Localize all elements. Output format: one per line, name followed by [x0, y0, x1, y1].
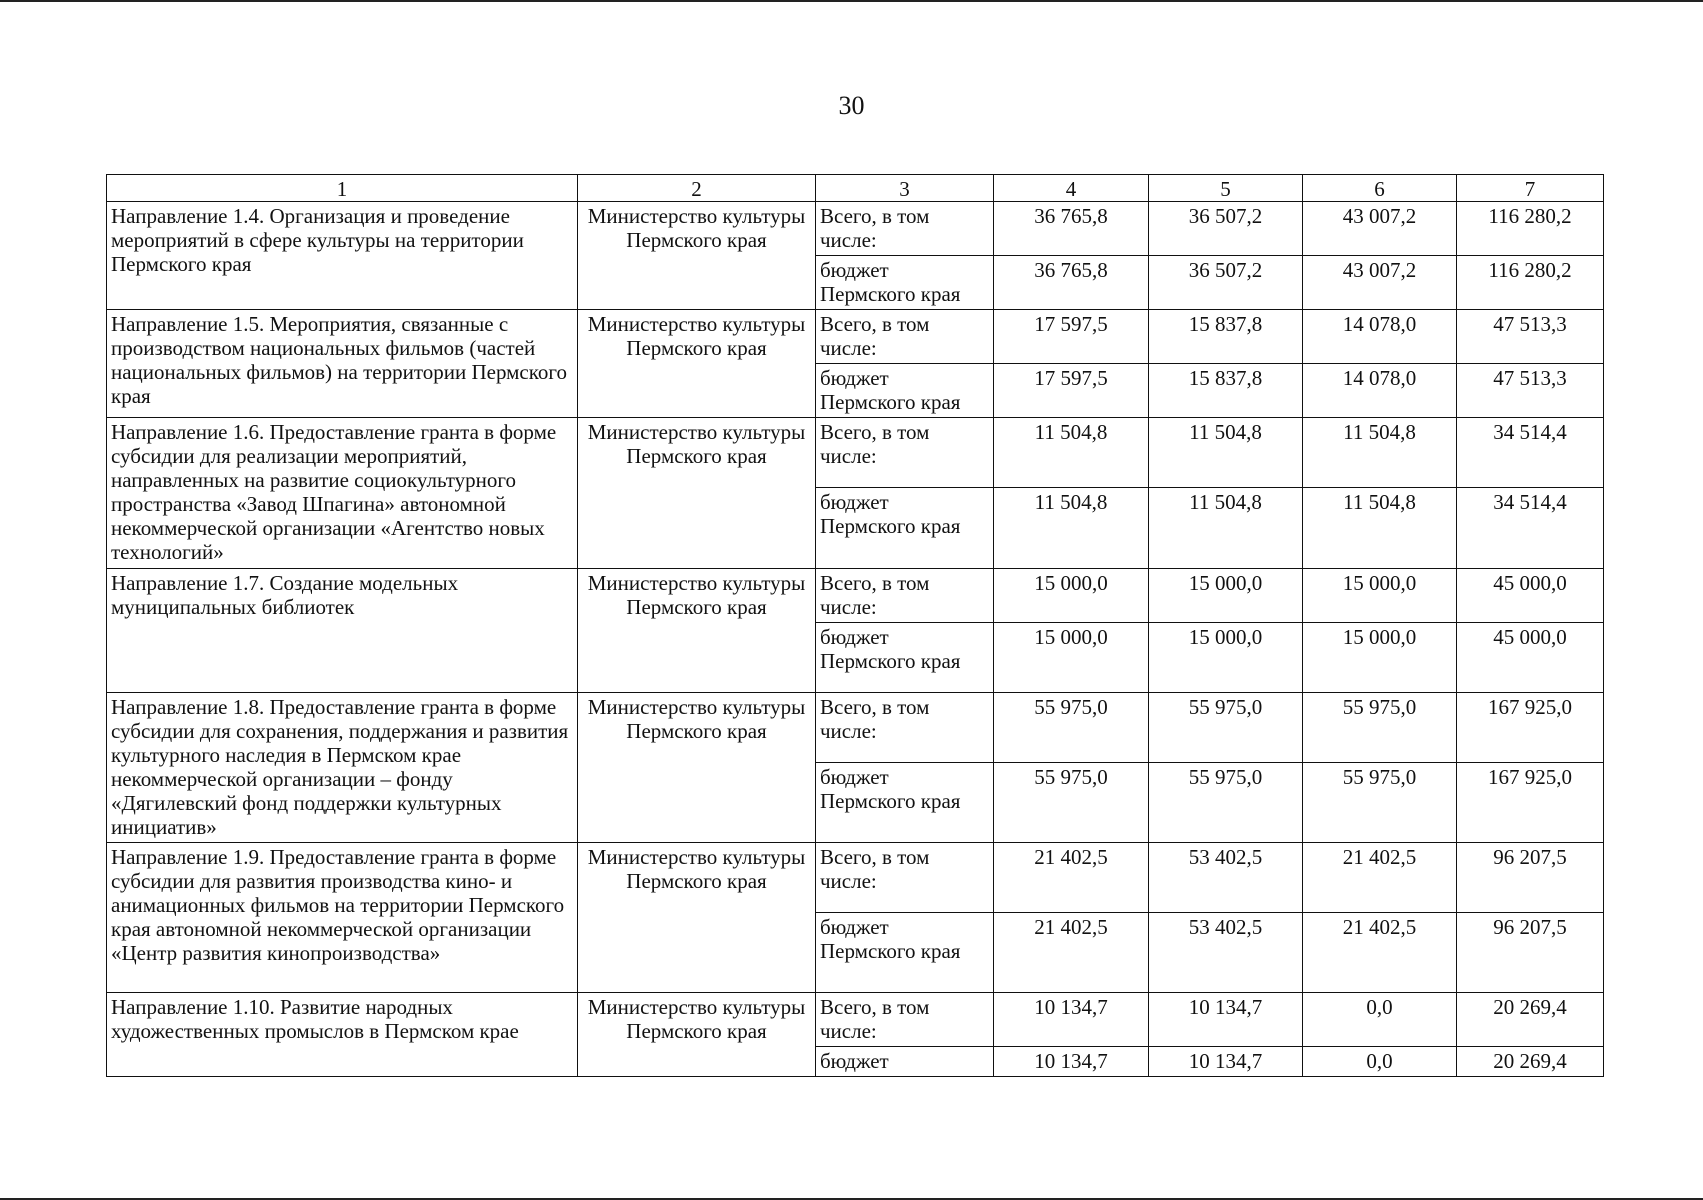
value-cell: 14 078,0 — [1303, 364, 1457, 418]
value-cell: 20 269,4 — [1457, 993, 1604, 1047]
executor-cell: Министерство культуры Пермского края — [578, 693, 816, 843]
value-cell: 10 134,7 — [1149, 993, 1303, 1047]
value-cell: 116 280,2 — [1457, 256, 1604, 310]
table-row — [107, 993, 1604, 1047]
source-total-cell: Всего, в том числе: — [816, 418, 994, 488]
value-cell: 11 504,8 — [1149, 488, 1303, 569]
source-total-cell: Всего, в том числе: — [816, 843, 994, 913]
value-cell: 15 000,0 — [994, 623, 1149, 693]
value-cell: 55 975,0 — [1149, 693, 1303, 763]
source-budget-cell: бюджет Пермского края — [816, 256, 994, 310]
value-cell: 36 507,2 — [1149, 256, 1303, 310]
direction-cell: Направление 1.9. Предоставление гранта в форме субсидии для развития производства кино- и анимационных фильмов на территории Пермского края автономной некоммерческой организации «Центр развития кинопроизводства» — [107, 843, 578, 993]
value-cell: 45 000,0 — [1457, 569, 1604, 623]
direction-cell: Направление 1.10. Развитие народных художественных промыслов в Пермском крае — [107, 993, 578, 1077]
value-cell: 21 402,5 — [1303, 913, 1457, 993]
value-cell: 96 207,5 — [1457, 913, 1604, 993]
column-header-6: 6 — [1303, 175, 1457, 202]
table-row — [107, 418, 1604, 488]
column-header-5: 5 — [1149, 175, 1303, 202]
value-cell: 34 514,4 — [1457, 488, 1604, 569]
source-budget-cell: бюджет Пермского края — [816, 364, 994, 418]
value-cell: 15 000,0 — [994, 569, 1149, 623]
table-row — [107, 202, 1604, 256]
source-budget-cell: бюджет Пермского края — [816, 913, 994, 993]
executor-cell: Министерство культуры Пермского края — [578, 843, 816, 993]
value-cell: 11 504,8 — [994, 418, 1149, 488]
value-cell: 116 280,2 — [1457, 202, 1604, 256]
value-cell: 36 765,8 — [994, 202, 1149, 256]
column-number-row — [107, 175, 1604, 202]
value-cell: 34 514,4 — [1457, 418, 1604, 488]
value-cell: 21 402,5 — [994, 843, 1149, 913]
value-cell: 20 269,4 — [1457, 1047, 1604, 1077]
value-cell: 0,0 — [1303, 1047, 1457, 1077]
value-cell: 15 000,0 — [1303, 623, 1457, 693]
column-header-4: 4 — [994, 175, 1149, 202]
table-row — [107, 843, 1604, 913]
source-total-cell: Всего, в том числе: — [816, 569, 994, 623]
value-cell: 43 007,2 — [1303, 202, 1457, 256]
value-cell: 0,0 — [1303, 993, 1457, 1047]
value-cell: 53 402,5 — [1149, 913, 1303, 993]
value-cell: 10 134,7 — [1149, 1047, 1303, 1077]
source-budget-cell: бюджет Пермского края — [816, 623, 994, 693]
column-header-7: 7 — [1457, 175, 1604, 202]
value-cell: 36 507,2 — [1149, 202, 1303, 256]
direction-cell: Направление 1.4. Организация и проведение мероприятий в сфере культуры на территории Пермского края — [107, 202, 578, 310]
value-cell: 11 504,8 — [994, 488, 1149, 569]
value-cell: 55 975,0 — [994, 763, 1149, 843]
direction-cell: Направление 1.7. Создание модельных муниципальных библиотек — [107, 569, 578, 693]
value-cell: 47 513,3 — [1457, 310, 1604, 364]
value-cell: 55 975,0 — [1149, 763, 1303, 843]
value-cell: 55 975,0 — [994, 693, 1149, 763]
value-cell: 167 925,0 — [1457, 693, 1604, 763]
value-cell: 167 925,0 — [1457, 763, 1604, 843]
value-cell: 11 504,8 — [1303, 418, 1457, 488]
value-cell: 17 597,5 — [994, 310, 1149, 364]
value-cell: 36 765,8 — [994, 256, 1149, 310]
source-budget-cell: бюджет — [816, 1047, 994, 1077]
source-budget-cell: бюджет Пермского края — [816, 488, 994, 569]
value-cell: 21 402,5 — [994, 913, 1149, 993]
value-cell: 55 975,0 — [1303, 763, 1457, 843]
source-total-cell: Всего, в том числе: — [816, 993, 994, 1047]
value-cell: 10 134,7 — [994, 993, 1149, 1047]
value-cell: 15 000,0 — [1149, 623, 1303, 693]
table-row — [107, 693, 1604, 763]
value-cell: 43 007,2 — [1303, 256, 1457, 310]
page-number: 30 — [838, 91, 865, 120]
executor-cell: Министерство культуры Пермского края — [578, 202, 816, 310]
value-cell: 55 975,0 — [1303, 693, 1457, 763]
executor-cell: Министерство культуры Пермского края — [578, 569, 816, 693]
value-cell: 21 402,5 — [1303, 843, 1457, 913]
value-cell: 53 402,5 — [1149, 843, 1303, 913]
direction-cell: Направление 1.5. Мероприятия, связанные с производством национальных фильмов (частей национальных фильмов) на территории Пермского края — [107, 310, 578, 418]
value-cell: 45 000,0 — [1457, 623, 1604, 693]
table-row — [107, 569, 1604, 623]
value-cell: 10 134,7 — [994, 1047, 1149, 1077]
top-scan-edge — [0, 0, 1703, 2]
executor-cell: Министерство культуры Пермского края — [578, 993, 816, 1077]
source-total-cell: Всего, в том числе: — [816, 693, 994, 763]
value-cell: 14 078,0 — [1303, 310, 1457, 364]
budget-table — [106, 174, 1604, 1077]
table-row — [107, 310, 1604, 364]
value-cell: 15 000,0 — [1303, 569, 1457, 623]
value-cell: 96 207,5 — [1457, 843, 1604, 913]
value-cell: 11 504,8 — [1149, 418, 1303, 488]
column-header-1: 1 — [107, 175, 578, 202]
value-cell: 11 504,8 — [1303, 488, 1457, 569]
source-budget-cell: бюджет Пермского края — [816, 763, 994, 843]
value-cell: 17 597,5 — [994, 364, 1149, 418]
source-total-cell: Всего, в том числе: — [816, 310, 994, 364]
value-cell: 15 000,0 — [1149, 569, 1303, 623]
executor-cell: Министерство культуры Пермского края — [578, 310, 816, 418]
value-cell: 47 513,3 — [1457, 364, 1604, 418]
column-header-3: 3 — [816, 175, 994, 202]
value-cell: 15 837,8 — [1149, 364, 1303, 418]
direction-cell: Направление 1.8. Предоставление гранта в форме субсидии для сохранения, поддержания и развития культурного наследия в Пермском крае некоммерческой организации – фонду «Дягилевский фонд поддержки культурных инициатив» — [107, 693, 578, 843]
direction-cell: Направление 1.6. Предоставление гранта в форме субсидии для реализации мероприятий, направленных на развитие социокультурного пространства «Завод Шпагина» автономной некоммерческой организации «Агентство новых технологий» — [107, 418, 578, 569]
executor-cell: Министерство культуры Пермского края — [578, 418, 816, 569]
source-total-cell: Всего, в том числе: — [816, 202, 994, 256]
column-header-2: 2 — [578, 175, 816, 202]
value-cell: 15 837,8 — [1149, 310, 1303, 364]
